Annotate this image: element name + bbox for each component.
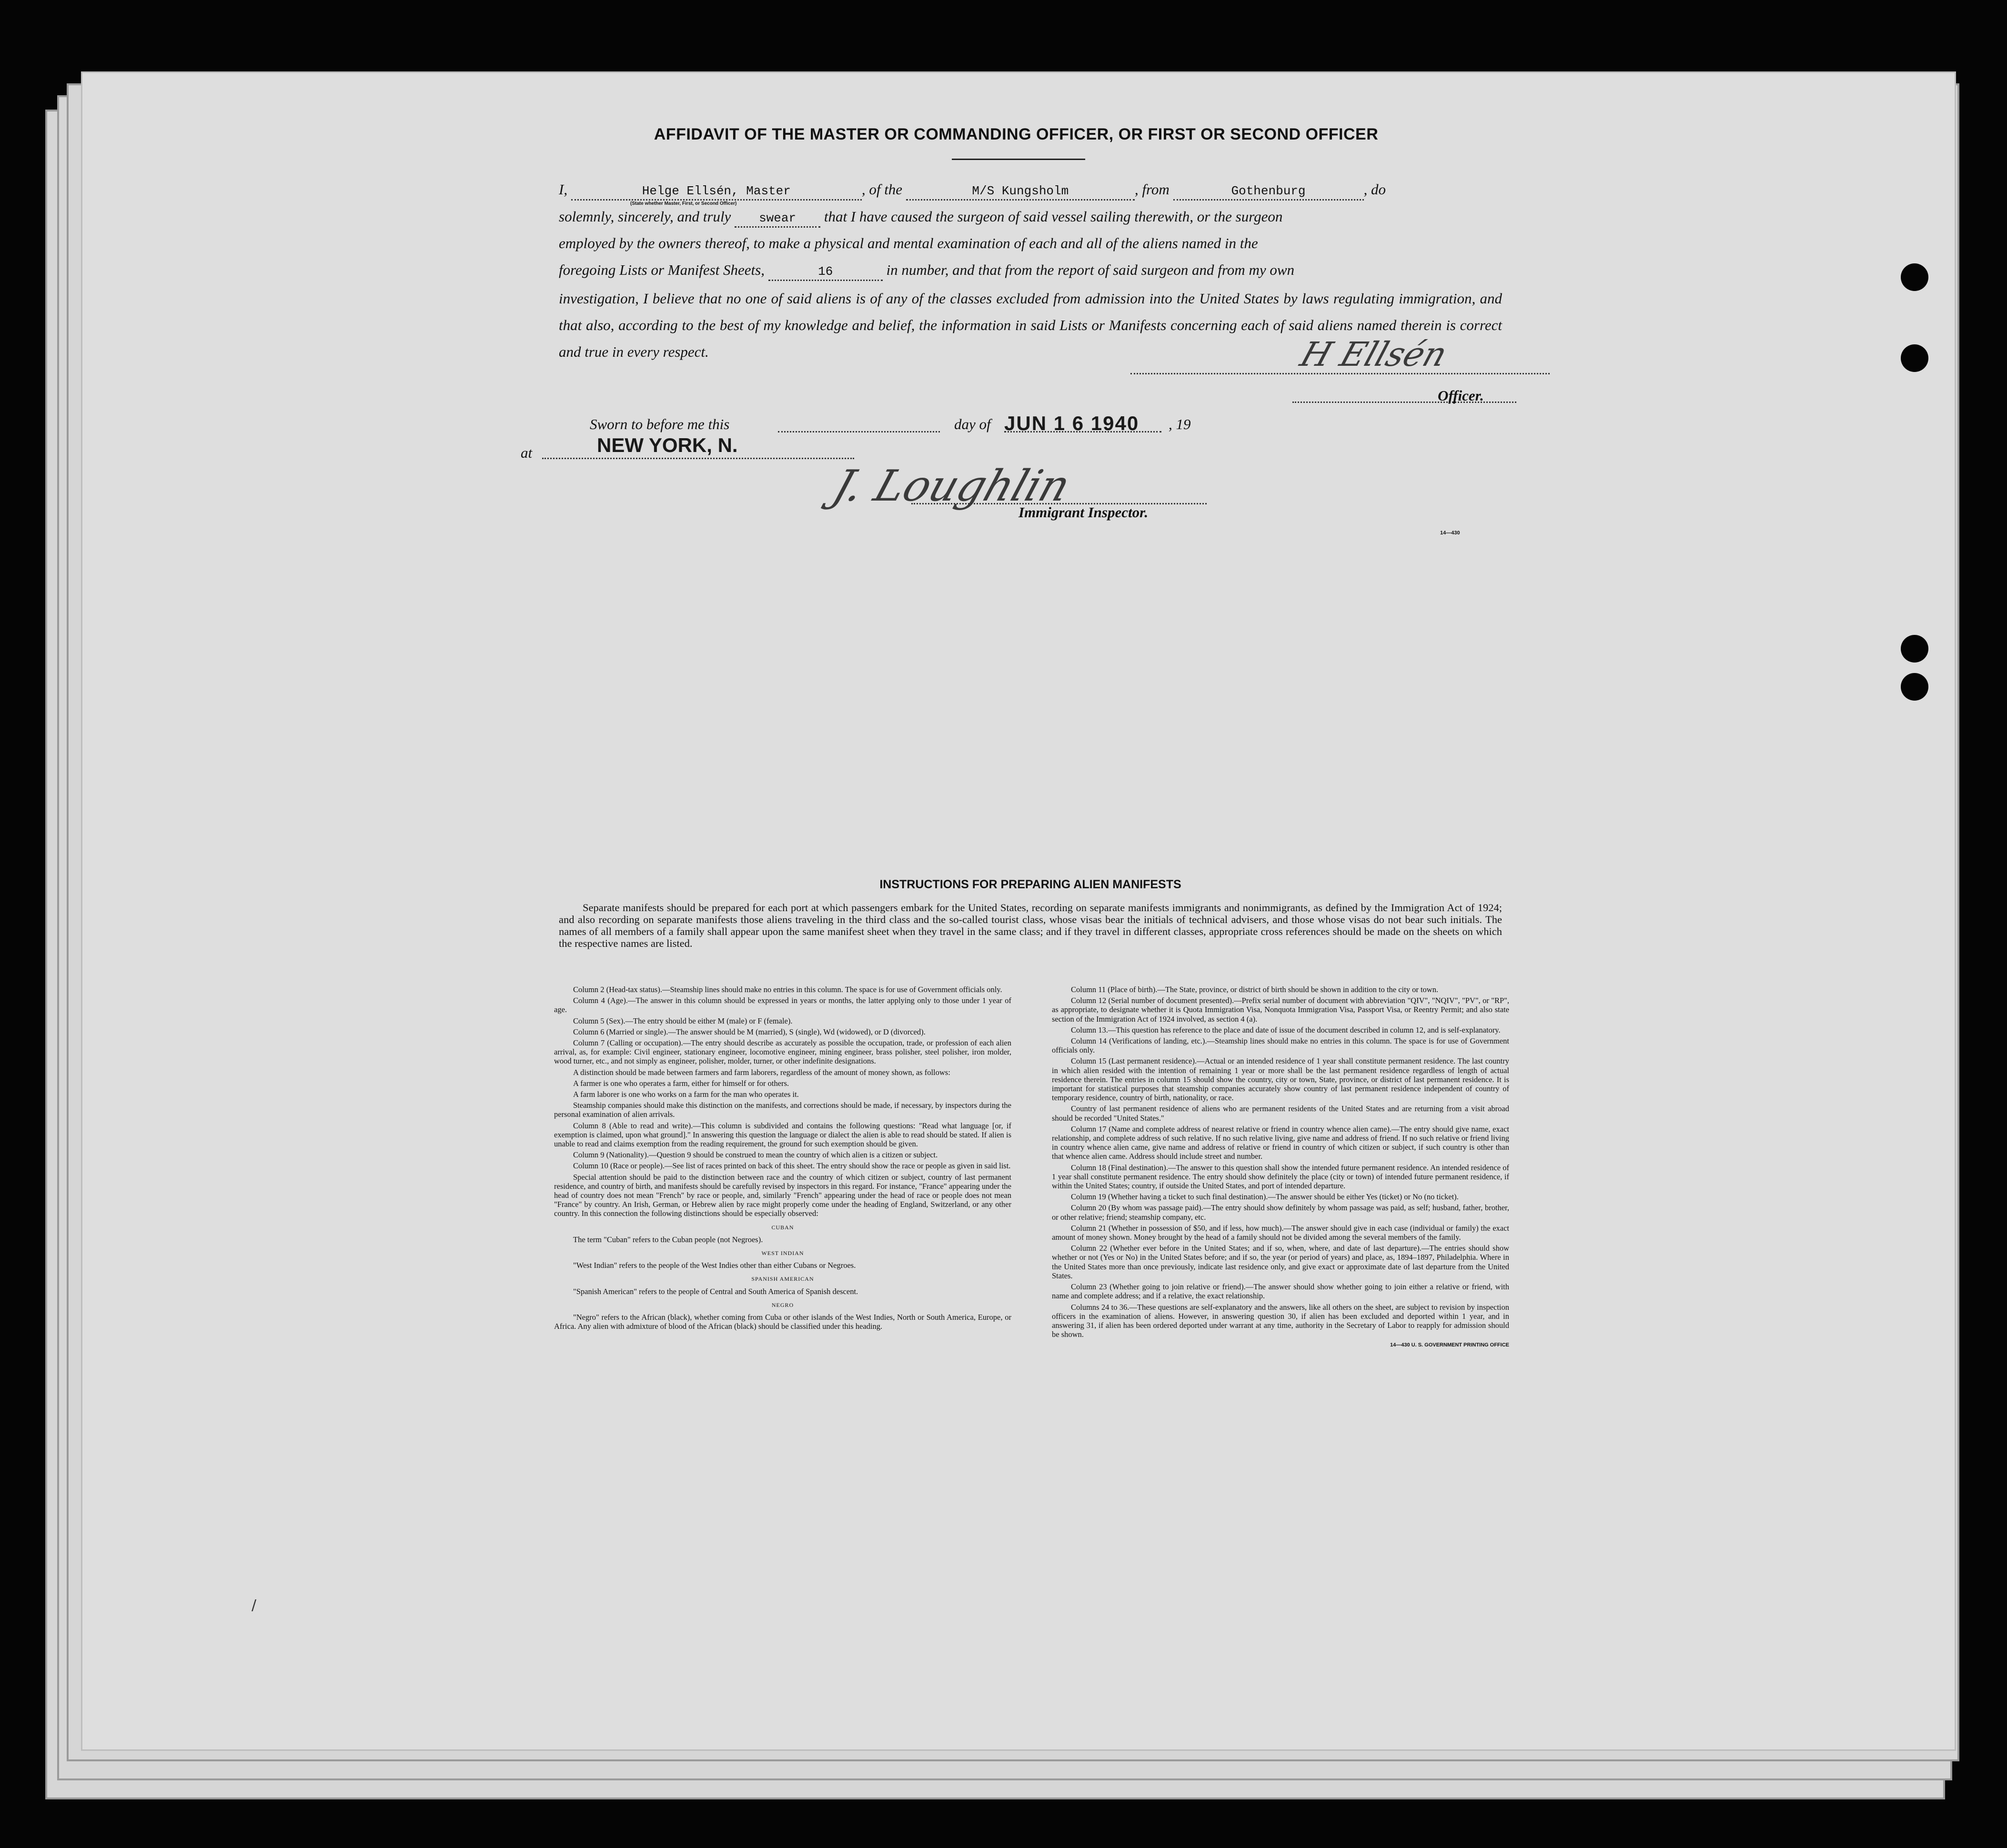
heading-negro: NEGRO xyxy=(771,1301,794,1308)
place-line xyxy=(542,458,854,460)
right-para: Column 17 (Name and complete address of nearest relative or friend in country whence alien came).—The entry should give name, exact relationship, and complete address of such relative. If no such relative living, give name and address of friend. If no such relative or friend living in country whence alien came, give name and address of relative or friend in country of which citizen or subject, if such country is other than that whence alien came. Address should include street and number. xyxy=(1052,1124,1509,1161)
inspector-label: Immigrant Inspector. xyxy=(1019,504,1149,521)
master-name-field: Helge Ellsén, Master xyxy=(571,183,862,201)
sworn-date-line xyxy=(1004,431,1161,433)
l4-pre: foregoing Lists or Manifest Sheets, xyxy=(559,261,765,278)
sworn-day-line xyxy=(778,431,940,433)
sworn-pre: Sworn to before me this xyxy=(590,416,730,432)
year-prefix: , 19 xyxy=(1169,416,1191,432)
para-spanish-american: "Spanish American" refers to the people of Central and South America of Spanish descent. xyxy=(573,1286,858,1296)
left-para: Column 7 (Calling or occupation).—The entry should describe as accurately as possible the occupation, trade, or profession of each alien arrival, as, for example: Civil engineer, stationary engineer, locomotive engineer, mining engineer, brass polisher, steel polisher, iron molder, wood turner, etc., and not simply as engineer, polisher, molder, turner, or other indefinite designations. xyxy=(554,1038,1011,1066)
right-para: Column 14 (Verifications of landing, etc.).—Steamship lines should make no entries in this column. The space is for use of Government officials only. xyxy=(1052,1036,1509,1055)
instructions-title: INSTRUCTIONS FOR PREPARING ALIEN MANIFESTS xyxy=(879,878,1181,891)
document-page xyxy=(81,71,1956,1751)
l2-pre: solemnly, sincerely, and truly xyxy=(559,208,731,225)
officer-signature-line xyxy=(1130,373,1550,375)
instructions-left-column xyxy=(554,985,1011,1333)
printing-office-footer: 14—430 U. S. GOVERNMENT PRINTING OFFICE xyxy=(1390,1342,1509,1348)
inspector-signature: J. Loughlin xyxy=(827,461,1077,511)
officer-signature: H Ellsén xyxy=(1295,335,1452,374)
right-para: Column 18 (Final destination).—The answer to this question shall show the intended future permanent residence. An intended residence of 1 year shall constitute permanent residence. The entry should show definitely the place (city or town) of intended future permanent residence, if within the United States; country, if outside the United States, and port of intended departure. xyxy=(1052,1163,1509,1191)
l1-i: I, xyxy=(559,181,568,198)
affidavit-line-4 xyxy=(559,261,1502,281)
right-para: Columns 24 to 36.—These questions are self-explanatory and the answers, like all others on the sheet, are subject to revision by inspection officers in the examination of aliens. However, in answering question 30, if alien has been excluded and deported within 1 year, and in answering 31, if alien has been ordered deported under warrant at any time, authority in the Secretary of Labor to reapply for admission should be shown. xyxy=(1052,1302,1509,1339)
left-para: A farmer is one who operates a farm, either for himself or for others. xyxy=(573,1078,789,1088)
right-para: Column 13.—This question has reference to the place and date of issue of the document described in column 12, and is self-explanatory. xyxy=(1071,1025,1501,1034)
left-para: Column 5 (Sex).—The entry should be either M (male) or F (female). xyxy=(573,1016,793,1025)
binder-hole xyxy=(1901,673,1928,701)
right-para: Column 11 (Place of birth).—The State, province, or district of birth should be shown in addition to the city or town. xyxy=(1071,985,1439,994)
affidavit-line-2 xyxy=(559,207,1502,228)
l1-from: , from xyxy=(1134,181,1170,198)
para-cuban: The term "Cuban" refers to the Cuban people (not Negroes). xyxy=(573,1235,763,1244)
day-of: day of xyxy=(954,416,991,432)
heading-spanish-american: SPANISH AMERICAN xyxy=(751,1276,814,1283)
vessel-name-field: M/S Kungsholm xyxy=(906,183,1135,201)
right-para: Column 12 (Serial number of document presented).—Prefix serial number of document with abbreviation "QIV", "NQIV", "PV", or "RP", as appropriate, to designate whether it is Quota Immigration Visa, Nonquota Immigration Visa, Passport Visa, or Reentry Permit; and also state section of the Immigration Act of 1924 involved, as section 4 (a). xyxy=(1052,996,1509,1024)
left-para: Steamship companies should make this distinction on the manifests, and corrections should be made, if necessary, by inspectors during the personal examination of alien arrivals. xyxy=(554,1101,1011,1119)
place-stamp: NEW YORK, N. xyxy=(597,434,738,456)
at-label: at xyxy=(521,444,533,461)
right-para: Column 15 (Last permanent residence).—Actual or an intended residence of 1 year shall constitute permanent residence. The last country in which alien resided with the intention of remaining 1 year or more shall be the last permanent residence regardless of length of actual residence therein. The entries in column 15 should show the country, city or town, State, province, or district of last permanent residence. It is important for statistical purposes that steamship companies accurately show country of last permanent residence independent of country of temporary residence, country of birth, nationality, or race. xyxy=(1052,1056,1509,1103)
instructions-intro: Separate manifests should be prepared for each port at which passengers embark for the United States, recording on separate manifests immigrants and nonimmigrants, as defined by the Immigration Act of 1924; and also recording on separate manifests those aliens traveling in the third class and the so-called tourist class, whose visas bear the initials of technical advisers, and those whose visas do not bear such initials. The names of all members of a family shall appear upon the same manifest sheet when they travel in the same class; and if they travel in different classes, appropriate cross references should be made on the sheets on which the respective names are listed. xyxy=(559,902,1502,949)
left-para: A farm laborer is one who works on a farm for the man who operates it. xyxy=(573,1090,799,1099)
l1-do: , do xyxy=(1363,181,1386,198)
affidavit-body: investigation, I believe that no one of said aliens is of any of the classes excluded from admission into the United States by laws regulating immigration, and that also, according to the best of my knowledge and belief, the information in said Lists or Manifests concerning each of said aliens named therein is correct and true in every respect. xyxy=(559,290,1502,360)
right-para: Column 21 (Whether in possession of $50, and if less, how much).—The answer should give in each case (individual or family) the exact amount of money shown. Money brought by the head of a family should not be divided among the several members of the family. xyxy=(1052,1223,1509,1242)
binder-hole xyxy=(1901,635,1928,663)
oath-word-field: swear xyxy=(735,210,820,228)
right-para: Column 19 (Whether having a ticket to such final destination).—The answer should be either Yes (ticket) or No (no ticket). xyxy=(1071,1192,1459,1202)
heading-west-indian: WEST INDIAN xyxy=(761,1250,804,1257)
left-para: Column 2 (Head-tax status).—Steamship lines should make no entries in this column. The space is for use of Government officials only. xyxy=(573,985,1002,994)
para-west-indian: "West Indian" refers to the people of the West Indies other than either Cubans or Negroes. xyxy=(573,1261,856,1270)
l1-of-the: , of the xyxy=(861,181,903,198)
left-para: Special attention should be paid to the distinction between race and the country of which citizen or subject, country of last permanent residence, and country of birth, and manifests should be carefully revised by inspectors in this regard. For instance, "France" appearing under the head of country does not mean "French" by race or people, and, similarly "French" appearing under the head of race or people does not mean "France" by country. An Irish, German, or Hebrew alien by race might properly come under the heading of England, Switzerland, or any other country. In this connection the following distinctions should be especially observed: xyxy=(554,1172,1011,1218)
affidavit-title: AFFIDAVIT OF THE MASTER OR COMMANDING OFFICER, OR FIRST OR SECOND OFFICER xyxy=(654,125,1379,143)
l2-post: that I have caused the surgeon of said vessel sailing therewith, or the surgeon xyxy=(824,208,1283,225)
right-para: Country of last permanent residence of aliens who are permanent residents of the United States and are returning from a visit abroad should be recorded "United States." xyxy=(1052,1104,1509,1123)
left-para: Column 9 (Nationality).—Question 9 should be construed to mean the country of which alien is a citizen or subject. xyxy=(573,1150,938,1160)
left-para: A distinction should be made between farmers and farm laborers, regardless of the amount of money shown, as follows: xyxy=(573,1067,950,1077)
instructions-right-column xyxy=(1052,985,1509,1350)
affidavit-line-1 xyxy=(559,180,1502,201)
officer-label: Officer. xyxy=(1438,387,1484,404)
binder-hole xyxy=(1901,263,1928,291)
form-code: 14—430 xyxy=(1440,530,1460,536)
para-negro: "Negro" refers to the African (black), whether coming from Cuba or other islands of the West Indies, North or South America, Europe, or Africa. Any alien with admixture of blood of the African (black) should be classified under this heading. xyxy=(554,1313,1011,1331)
right-para: Column 22 (Whether ever before in the United States; and if so, when, where, and date of last departure).—The entries should show whether or not (Yes or No) in the United States before; and if so, the year (or period of years) and place, as, 1894–1897, Philadelphia. Where in the United States more than once previously, indicate last residence only, and give exact or approximate date of last departure from the United States. xyxy=(1052,1244,1509,1280)
date-stamp: JUN 1 6 1940 xyxy=(1004,412,1140,434)
left-para: Column 4 (Age).—The answer in this column should be expressed in years or months, the latter applying only to those under 1 year of age. xyxy=(554,996,1011,1014)
stray-mark: / xyxy=(252,1597,257,1614)
state-note: (State whether Master, First, or Second Officer) xyxy=(630,201,737,206)
right-para: Column 20 (By whom was passage paid).—The entry should show definitely by whom passage was paid, as self; husband, father, brother, or other relative; friend; steamship company, etc. xyxy=(1052,1203,1509,1222)
left-para: Column 8 (Able to read and write).—This column is subdivided and contains the following questions: "Read what language [or, if exemption is claimed, upon what ground]." In answering this question the language or dialect the alien is able to read should be stated. If alien is unable to read and claims exemption from the reading requirement, the ground for such exemption should be given. xyxy=(554,1121,1011,1149)
sheet-count-field: 16 xyxy=(768,263,883,281)
l4-post: in number, and that from the report of said surgeon and from my own xyxy=(886,261,1295,278)
title-underline xyxy=(952,159,1085,160)
affidavit-line-3: employed by the owners thereof, to make a physical and mental examination of each and all of the aliens named in the xyxy=(559,235,1258,251)
port-from-field: Gothenburg xyxy=(1173,183,1364,201)
binder-hole xyxy=(1901,344,1928,372)
heading-cuban: CUBAN xyxy=(771,1224,794,1231)
left-para: Column 10 (Race or people).—See list of races printed on back of this sheet. The entry should show the race or people as given in said list. xyxy=(573,1161,1011,1171)
left-para: Column 6 (Married or single).—The answer should be M (married), S (single), Wd (widowed), or D (divorced). xyxy=(573,1027,926,1036)
right-para: Column 23 (Whether going to join relative or friend).—The answer should show whether going to join either a relative or friend, with name and complete address; and if a relative, the exact relationship. xyxy=(1052,1282,1509,1301)
